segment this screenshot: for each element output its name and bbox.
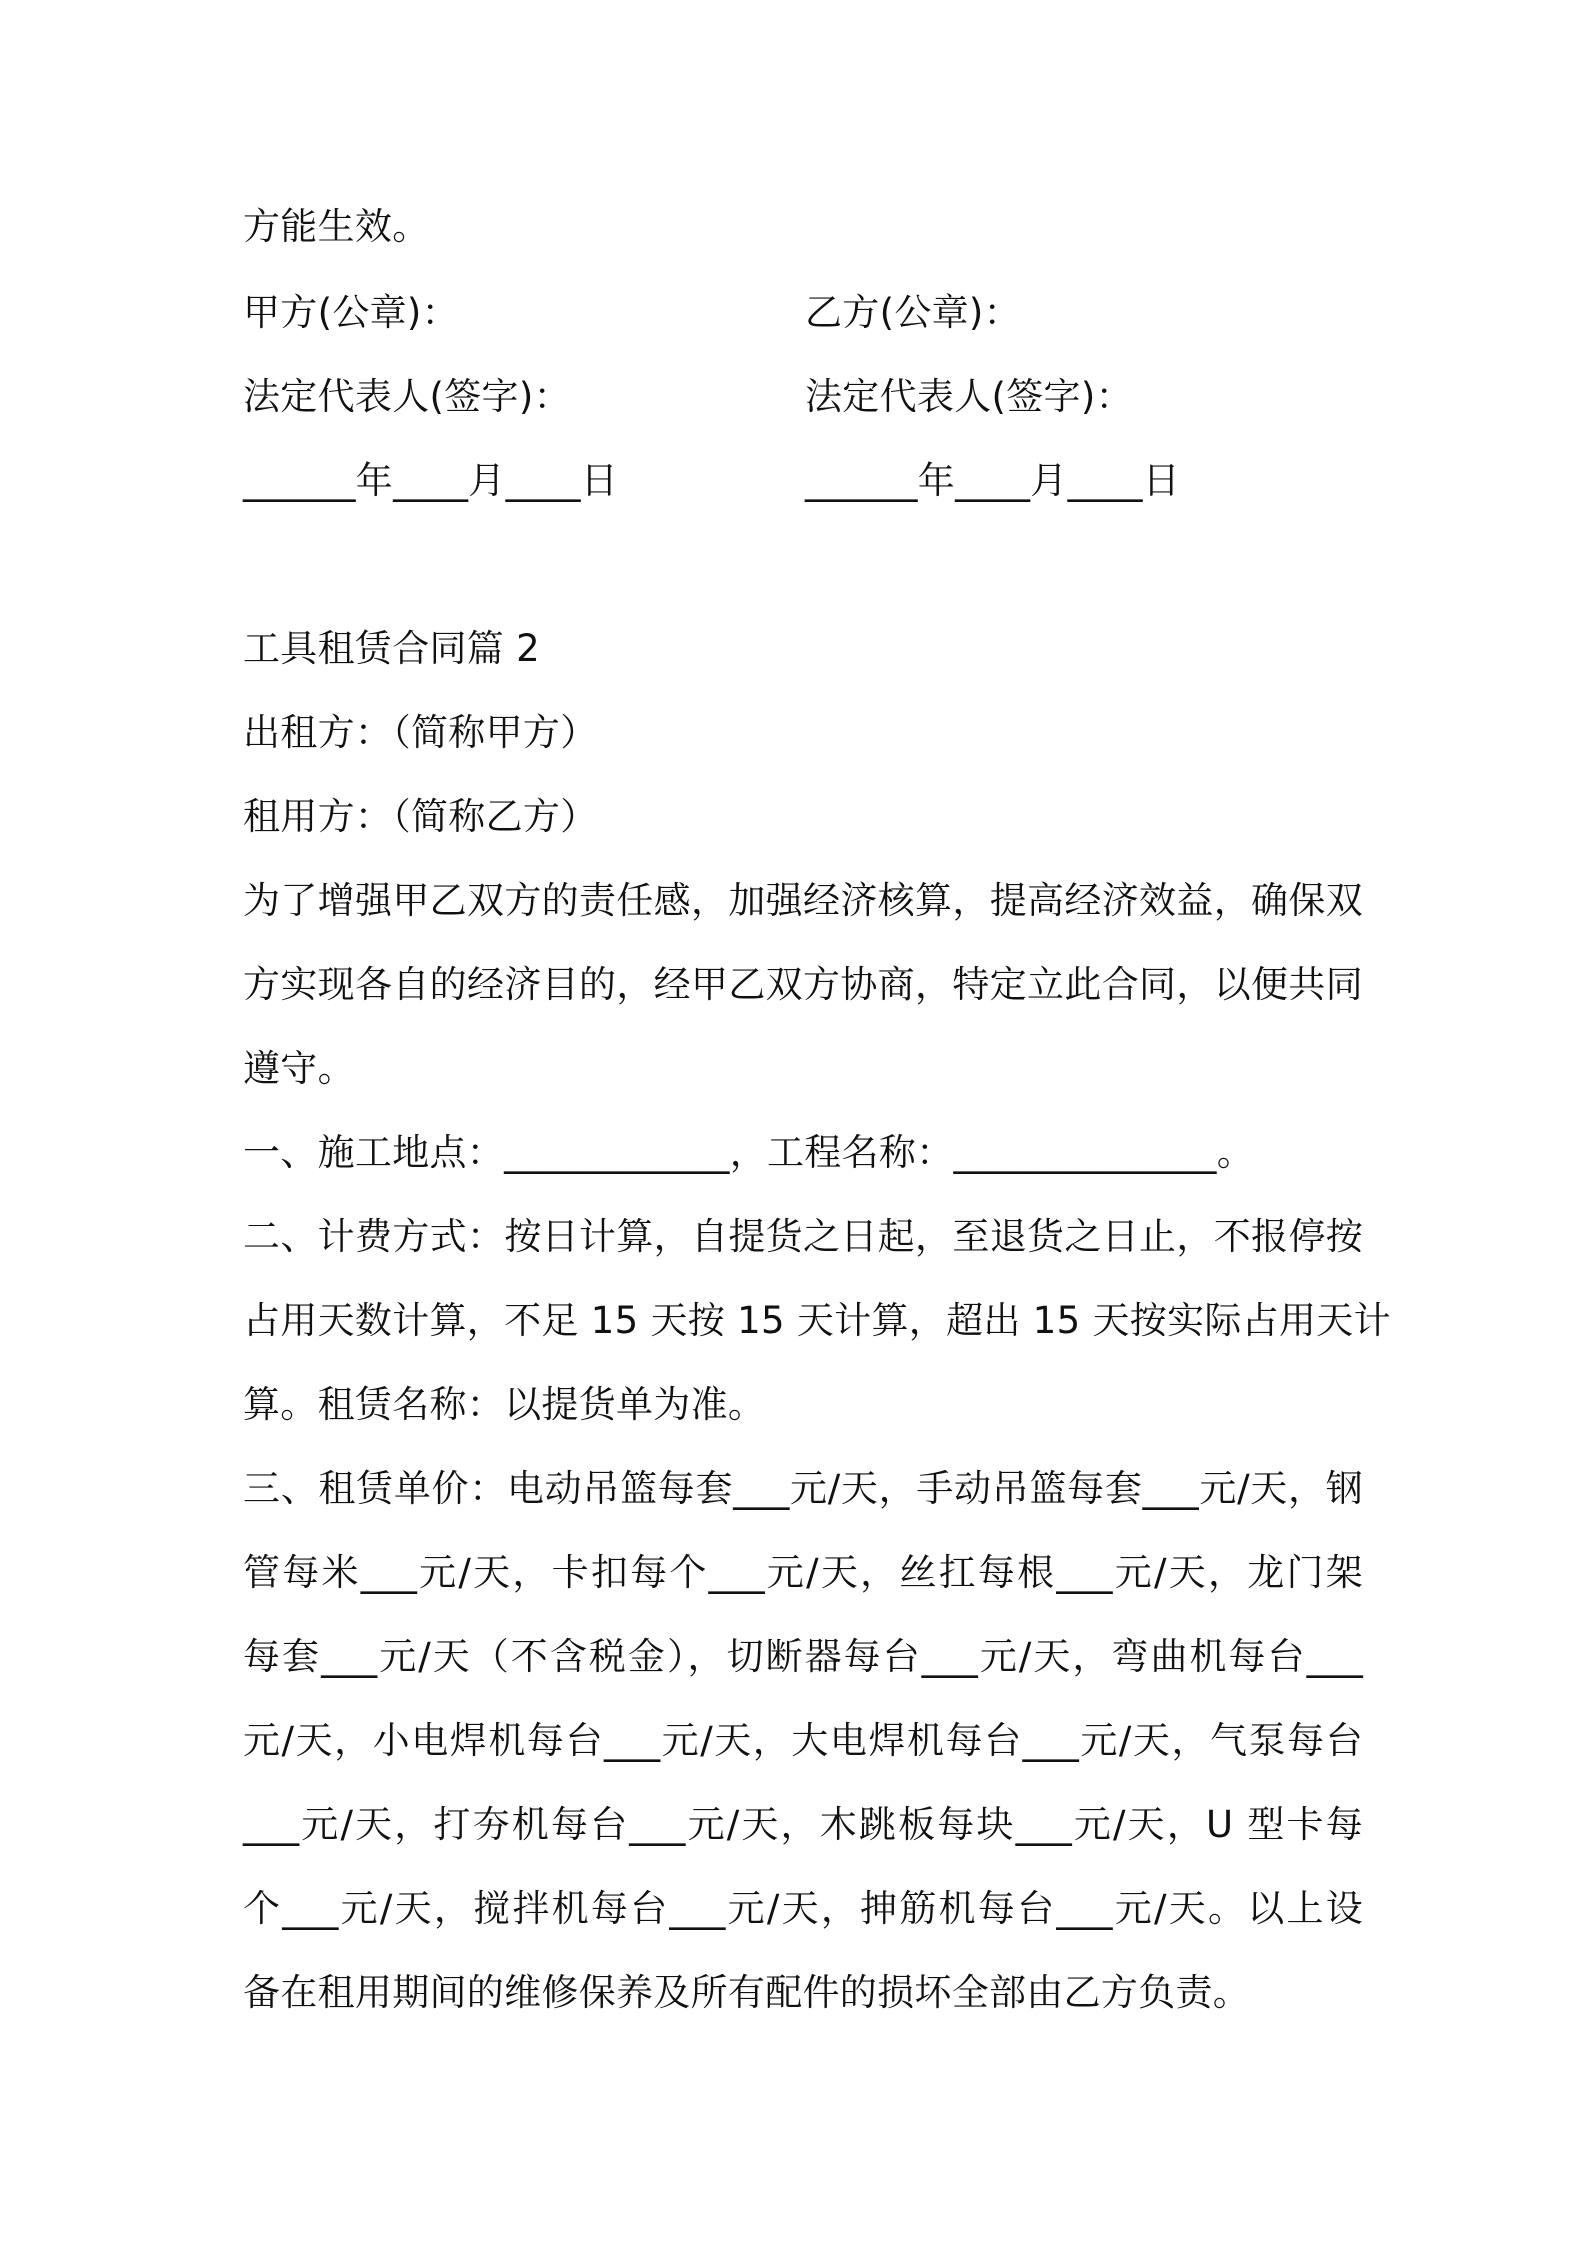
representative-row — [243, 372, 1363, 422]
clause-2-line: 二、计费方式：按日计算，自提货之日起，至退货之日止，不报停按 — [243, 1215, 1363, 1258]
clause-1: 一、施工地点：____________，工程名称：______________。 — [243, 1131, 1254, 1174]
section-title: 工具租赁合同篇 2 — [243, 627, 541, 670]
clause-3-line: 三、租赁单价：电动吊篮每套___元/天，手动吊篮每套___元/天，钢 — [243, 1467, 1363, 1510]
party-a-seal: 甲方(公章)： — [243, 291, 459, 334]
lessor-line: 出租方：（简称甲方） — [243, 711, 598, 754]
date-row — [243, 456, 1363, 506]
intro-line: 方实现各自的经济目的，经甲乙双方协商，特定立此合同，以便共同 — [243, 963, 1363, 1006]
seal-row — [243, 288, 1363, 338]
continuation-text: 方能生效。 — [243, 205, 430, 248]
clause-3-line: ___元/天，打夯机每台___元/天，木跳板每块___元/天，U 型卡每 — [243, 1803, 1363, 1846]
party-b-rep: 法定代表人(签字)： — [805, 375, 1133, 418]
party-b-date: ______年____月____日 — [805, 459, 1181, 502]
party-a-rep: 法定代表人(签字)： — [243, 375, 571, 418]
lessee-line: 租用方：（简称乙方） — [243, 795, 598, 838]
party-b-seal: 乙方(公章)： — [805, 291, 1021, 334]
clause-2-line: 算。租赁名称：以提货单为准。 — [243, 1383, 766, 1426]
intro-line: 为了增强甲乙双方的责任感，加强经济核算，提高经济效益，确保双 — [243, 879, 1363, 922]
intro-line: 遵守。 — [243, 1047, 355, 1090]
clause-3-line: 每套___元/天（不含税金），切断器每台___元/天，弯曲机每台___ — [243, 1635, 1363, 1678]
clause-3-line: 个___元/天，搅拌机每台___元/天，抻筋机每台___元/天。以上设 — [243, 1887, 1363, 1930]
clause-3-line: 元/天，小电焊机每台___元/天，大电焊机每台___元/天，气泵每台 — [243, 1719, 1363, 1762]
clause-2-line: 占用天数计算，不足 15 天按 15 天计算，超出 15 天按实际占用天计 — [243, 1299, 1391, 1342]
clause-3-line: 备在租用期间的维修保养及所有配件的损坏全部由乙方负责。 — [243, 1971, 1251, 2014]
clause-3-line: 管每米___元/天，卡扣每个___元/天，丝扛每根___元/天，龙门架 — [243, 1551, 1363, 1594]
party-a-date: ______年____月____日 — [243, 459, 619, 502]
